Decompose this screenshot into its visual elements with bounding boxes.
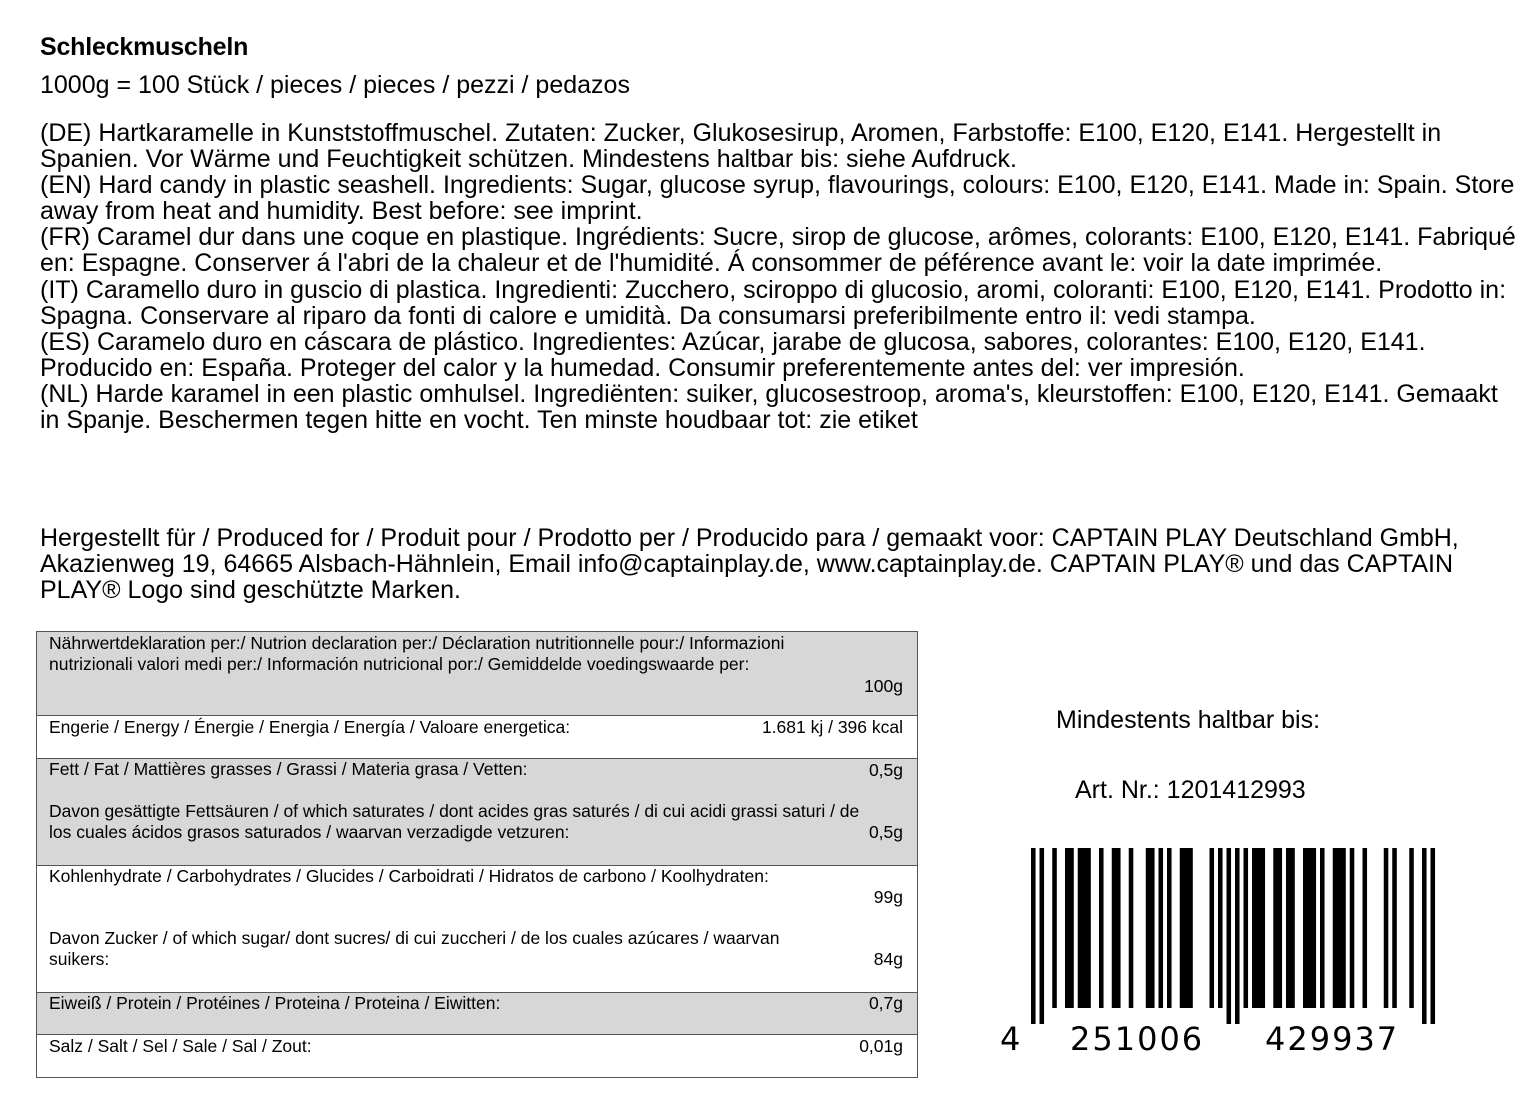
- barcode-bar-3: [1065, 848, 1070, 1008]
- best-before-label: Mindestents haltbar bis:: [1056, 706, 1321, 734]
- barcode-bar-43: [1422, 848, 1427, 1024]
- product-quantity: 1000g = 100 Stück / pieces / pieces / pezzi / pedazos: [40, 71, 630, 99]
- barcode-bar-39: [1363, 848, 1368, 1008]
- barcode-bar-12: [1146, 848, 1151, 1008]
- salt-row: [37, 1034, 917, 1077]
- protein-value: 0,7g: [868, 993, 903, 1013]
- barcode-bar-5: [1078, 848, 1083, 1008]
- carbs-label: Kohlenhydrate / Carbohydrates / Glucides / Carboidrati / Hidratos de carbono / Koolhydraten:: [49, 866, 769, 886]
- description-en: (EN) Hard candy in plastic seashell. Ingredients: Sugar, glucose syrup, flavourings, colours: E100, E120, E141. Made in: Spain. Store away from heat and humidity. Best before: see imprint.: [40, 171, 1515, 226]
- barcode-bar-37: [1341, 848, 1346, 1008]
- barcode-bar-28: [1278, 848, 1283, 1008]
- article-number: Art. Nr.: 1201412993: [1075, 776, 1306, 804]
- barcode-bar-31: [1303, 848, 1308, 1008]
- description-it: (IT) Caramello duro in guscio di plastica. Ingredienti: Zucchero, sciroppo di glucosio, aromi, coloranti: E100, E120, E141. Prodotto in: Spagna. Conservare al riparo da fonti di calore e umidità. Da consumarsi preferibilmente entro il: vedi stampa.: [40, 275, 1507, 330]
- protein-row: [37, 992, 917, 1034]
- barcode-bar-26: [1261, 848, 1266, 1008]
- nutrition-header-label: Nährwertdeklaration per:/ Nutrion declaration per:/ Déclaration nutritionnelle pour:/ Informazioni nutrizionali valori medi per:/ Información nutricional por:/ Gemiddelde voedingswaarde per:: [49, 633, 785, 674]
- barcode-bar-42: [1409, 848, 1414, 1008]
- barcode-bar-27: [1273, 848, 1278, 1008]
- sugar-value: 84g: [873, 949, 903, 969]
- barcode-left-group: 251006: [1070, 1020, 1205, 1058]
- barcode-bar-10: [1116, 848, 1121, 1008]
- protein-label: Eiweiß / Protein / Protéines / Proteina / Proteina / Eiwitten:: [49, 993, 501, 1013]
- barcode-bar-6: [1082, 848, 1087, 1008]
- barcode-bar-16: [1180, 848, 1185, 1008]
- barcode-bar-15: [1167, 848, 1172, 1008]
- description-nl: (NL) Harde karamel in een plastic omhulsel. Ingrediënten: suiker, glucosestroop, aroma's, kleurstoffen: E100, E120, E141. Gemaakt in Spanje. Beschermen tegen hitte en vocht. Ten minste houdbaar tot: zie etiket: [40, 379, 1498, 435]
- nutrition-table: [36, 631, 918, 1078]
- barcode-bar-40: [1384, 848, 1389, 1008]
- barcode-bar-24: [1252, 848, 1257, 1008]
- barcode-bar-44: [1431, 848, 1436, 1024]
- barcode-bar-23: [1244, 848, 1249, 1008]
- salt-value: 0,01g: [859, 1036, 903, 1056]
- barcode-bar-33: [1312, 848, 1317, 1008]
- description-es: (ES) Caramelo duro en cáscara de plástico. Ingredientes: Azúcar, jarabe de glucosa, sabores, colorantes: E100, E120, E141. Producido en: España. Proteger del calor y la humedad. Consumir preferentemente antes del: ver impresión.: [40, 327, 1426, 382]
- fat-label: Fett / Fat / Mattières grasses / Grassi / Materia grasa / Vetten:: [49, 759, 528, 779]
- barcode-bar-9: [1112, 848, 1117, 1008]
- energy-row: [37, 715, 917, 758]
- description-de: (DE) Hartkaramelle in Kunststoffmuschel. Zutaten: Zucker, Glukosesirup, Aromen, Farbstoffe: E100, E120, E141. Hergestellt in Spanien. Vor Wärme und Feuchtigkeit schützen. Mindestens haltbar bis: siehe Aufdruck.: [40, 119, 1442, 174]
- barcode-bar-19: [1210, 848, 1215, 1008]
- fat-row: [37, 758, 917, 865]
- barcode-bar-25: [1256, 848, 1261, 1008]
- saturates-label: Davon gesättigte Fettsäuren / of which saturates / dont acides gras saturés / di cui acidi grassi saturi / de los cuales ácidos grasos saturados / waarvan verzadigde vetzuren:: [49, 801, 860, 842]
- barcode-bar-17: [1184, 848, 1189, 1008]
- barcode-bar-7: [1086, 848, 1091, 1008]
- barcode-bar-14: [1159, 848, 1164, 1008]
- barcode-bar-22: [1235, 848, 1240, 1024]
- barcode-bar-1: [1040, 848, 1045, 1024]
- nutrition-header-row: [37, 632, 917, 715]
- fat-value: 0,5g: [868, 760, 903, 780]
- nutrition-header-value: 100g: [864, 676, 903, 696]
- description-fr: (FR) Caramel dur dans une coque en plastique. Ingrédients: Sucre, sirop de glucose, arômes, colorants: E100, E120, E141. Fabriqué en: Espagne. Conserver á l'abri de la chaleur et de l'humidité. Á consommer de péférence avant le: voir la date imprimée.: [40, 223, 1516, 278]
- barcode-bar-21: [1227, 848, 1232, 1024]
- barcode-bar-11: [1129, 848, 1134, 1008]
- barcode-bar-2: [1052, 848, 1057, 1008]
- product-name: Schleckmuscheln: [40, 33, 249, 61]
- barcode-bar-13: [1150, 848, 1155, 1008]
- barcode-bar-34: [1320, 848, 1325, 1008]
- barcode-bar-29: [1286, 848, 1291, 1008]
- energy-label: Engerie / Energy / Énergie / Energia / Energía / Valoare energetica:: [49, 717, 571, 737]
- energy-value: 1.681 kj / 396 kcal: [761, 717, 903, 737]
- barcode-bar-35: [1333, 848, 1338, 1008]
- barcode-bar-20: [1218, 848, 1223, 1008]
- carbs-value: 99g: [873, 887, 903, 907]
- barcode-bar-8: [1099, 848, 1104, 1008]
- barcode-bar-38: [1350, 848, 1355, 1008]
- description-block: [40, 120, 1520, 433]
- barcode-bar-18: [1188, 848, 1193, 1008]
- barcode-bar-30: [1290, 848, 1295, 1008]
- barcode-bar-41: [1392, 848, 1397, 1008]
- carbs-row: [37, 865, 917, 992]
- barcode-first-digit: 4: [1000, 1020, 1023, 1058]
- barcode-bar-32: [1307, 848, 1312, 1008]
- salt-label: Salz / Salt / Sel / Sale / Sal / Zout:: [49, 1036, 312, 1056]
- sugar-label: Davon Zucker / of which sugar/ dont sucres/ di cui zuccheri / de los cuales azúcares / waarvan suikers:: [49, 928, 780, 969]
- barcode-image: [995, 848, 1445, 1026]
- saturates-value: 0,5g: [868, 822, 903, 842]
- barcode-bar-0: [1031, 848, 1036, 1024]
- producer-info: Hergestellt für / Produced for / Produit pour / Prodotto per / Producido para / gemaakt voor: CAPTAIN PLAY Deutschland GmbH, Akazienweg 19, 64665 Alsbach-Hähnlein, Email info@captainplay.de, www.captainplay.de. CAPTAIN PLAY® und das CAPTAIN PLAY® Logo sind geschützte Marken.: [40, 524, 1459, 605]
- barcode-bar-4: [1069, 848, 1074, 1008]
- barcode-bar-36: [1337, 848, 1342, 1008]
- barcode-right-group: 429937: [1265, 1020, 1400, 1058]
